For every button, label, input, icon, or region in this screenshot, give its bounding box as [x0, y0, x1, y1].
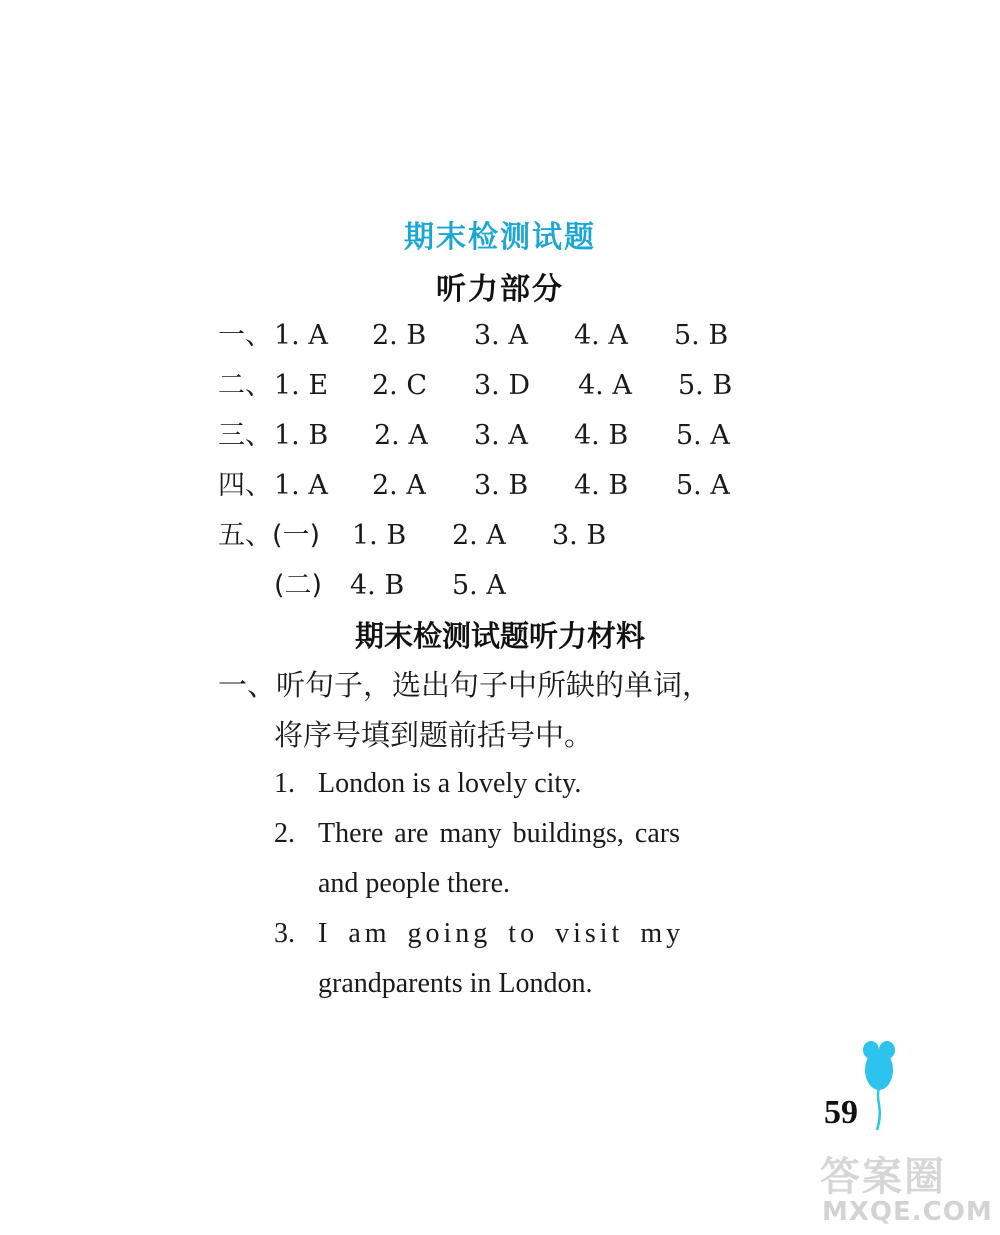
answer-item: 2. C: [372, 370, 428, 401]
answer-item: 5. B: [678, 370, 733, 401]
watermark: [820, 1145, 995, 1233]
answer-row-label: 一、: [218, 320, 272, 351]
answer-row: [218, 466, 778, 506]
answer-row: [218, 416, 778, 456]
answer-row: [218, 366, 778, 406]
answer-item: 5. A: [676, 420, 730, 451]
watermark-url-text: MXQE.COM: [822, 1197, 993, 1227]
answer-item: 4. B: [574, 470, 629, 501]
answer-item: 4. A: [574, 320, 628, 351]
answer-row: [274, 566, 774, 606]
answer-item: 1. E: [274, 370, 329, 401]
sentence-number: 1.: [274, 768, 295, 799]
sentence-text: There are many buildings, cars: [318, 818, 680, 849]
answer-row-label: 五、(一): [218, 520, 321, 551]
answer-row-label: (二): [274, 570, 323, 601]
sentence-text: grandparents in London.: [318, 968, 593, 999]
watermark-logo-text: 答案圈: [820, 1154, 946, 1200]
answer-row-label: 二、: [218, 370, 272, 401]
answer-row-label: 三、: [218, 420, 272, 451]
answer-item: 2. A: [452, 520, 506, 551]
material-title: 期末检测试题听力材料: [354, 619, 645, 653]
page-title: 期末检测试题: [404, 220, 596, 255]
answer-item: 1. A: [274, 470, 328, 501]
mouse-mascot-icon: [858, 1040, 902, 1132]
answer-item: 3. B: [552, 520, 607, 551]
page-number: 59: [824, 1094, 858, 1131]
answer-item: 1. B: [352, 520, 407, 551]
sentence-number: 2.: [274, 818, 295, 849]
answer-item: 2. A: [372, 470, 426, 501]
answer-item: 3. A: [474, 420, 528, 451]
section-title: 听力部分: [436, 272, 564, 307]
answer-item: 4. B: [574, 420, 629, 451]
sentence-text: I am going to visit my: [318, 918, 685, 949]
answer-row-label: 四、: [218, 470, 272, 501]
answer-item: 3. B: [474, 470, 529, 501]
answer-row: [218, 316, 778, 356]
sentence-text: London is a lovely city.: [318, 768, 582, 799]
answer-item: 2. B: [372, 320, 427, 351]
answer-item: 2. A: [374, 420, 428, 451]
answer-item: 3. D: [474, 370, 530, 401]
answer-row: [218, 516, 778, 556]
answer-item: 1. A: [274, 320, 328, 351]
sentence-number: 3.: [274, 918, 295, 949]
answer-item: 4. B: [350, 570, 405, 601]
answer-item: 1. B: [274, 420, 329, 451]
sentence-text: and people there.: [318, 868, 511, 899]
instruction-line: 将序号填到题前括号中。: [274, 718, 594, 752]
answer-item: 5. A: [676, 470, 730, 501]
answer-item: 5. B: [674, 320, 729, 351]
instruction-line: 一、听句子，选出句子中所缺的单词，: [218, 668, 712, 702]
answer-item: 5. A: [452, 570, 506, 601]
answer-item: 4. A: [578, 370, 632, 401]
answer-item: 3. A: [474, 320, 528, 351]
